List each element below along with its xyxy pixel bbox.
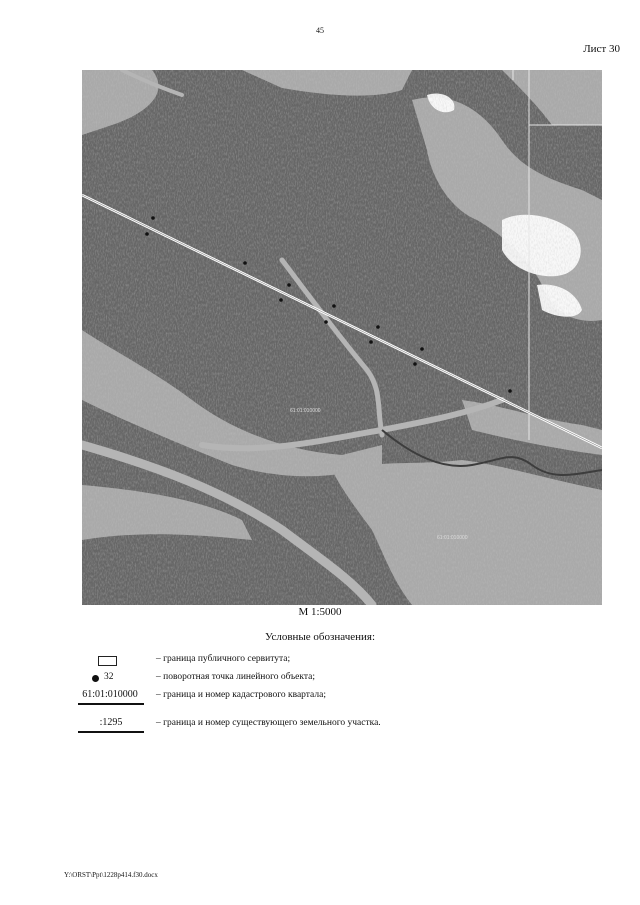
turning-point: [145, 232, 149, 236]
legend-item-cadastral-quarter: [70, 688, 590, 706]
turning-point: [413, 362, 417, 366]
parcel-boundary-line: [78, 731, 144, 733]
turning-point: [420, 347, 424, 351]
legend-description: – граница и номер кадастрового квартала;: [156, 690, 326, 700]
legend-description: – граница и номер существующего земельного участка.: [156, 718, 381, 728]
turning-point: [332, 304, 336, 308]
scale-label: М 1:5000: [298, 606, 342, 618]
legend-description: – поворотная точка линейного объекта;: [156, 672, 315, 682]
turning-point: [243, 261, 247, 265]
quarter-boundary-line: [78, 703, 144, 705]
legend-item-turning-point: [70, 670, 590, 688]
servitude-symbol: [70, 652, 150, 670]
footer-file-path: Y:\ORST\Ppt\1228p414.f30.docx: [64, 871, 158, 879]
legend-title: Условные обозначения:: [264, 631, 376, 643]
dot-icon: [92, 675, 99, 682]
quarter-number-label: 61:01:010000: [82, 689, 138, 700]
turning-point: [369, 340, 373, 344]
quarter-label-left: 61:01:010000: [290, 408, 321, 414]
point-number-label: 32: [104, 672, 114, 682]
map-svg: [82, 70, 602, 605]
legend-description: – граница публичного сервитута;: [156, 654, 291, 664]
rectangle-icon: [98, 656, 117, 666]
sheet-label: Лист 30: [583, 43, 620, 55]
legend-item-servitude: [70, 652, 590, 670]
turning-point-symbol: [70, 670, 150, 688]
quarter-label-right: 61:01:010000: [437, 535, 468, 541]
land-parcel-symbol: [70, 716, 150, 734]
turning-point: [151, 216, 155, 220]
turning-point: [324, 320, 328, 324]
turning-point: [508, 389, 512, 393]
page-number: 45: [316, 26, 324, 35]
parcel-number-label: :1295: [99, 717, 123, 728]
turning-point: [287, 283, 291, 287]
map-image: [82, 70, 602, 605]
cadastral-quarter-symbol: [70, 688, 150, 706]
legend-item-land-parcel: [70, 716, 590, 734]
turning-point: [279, 298, 283, 302]
turning-point: [376, 325, 380, 329]
